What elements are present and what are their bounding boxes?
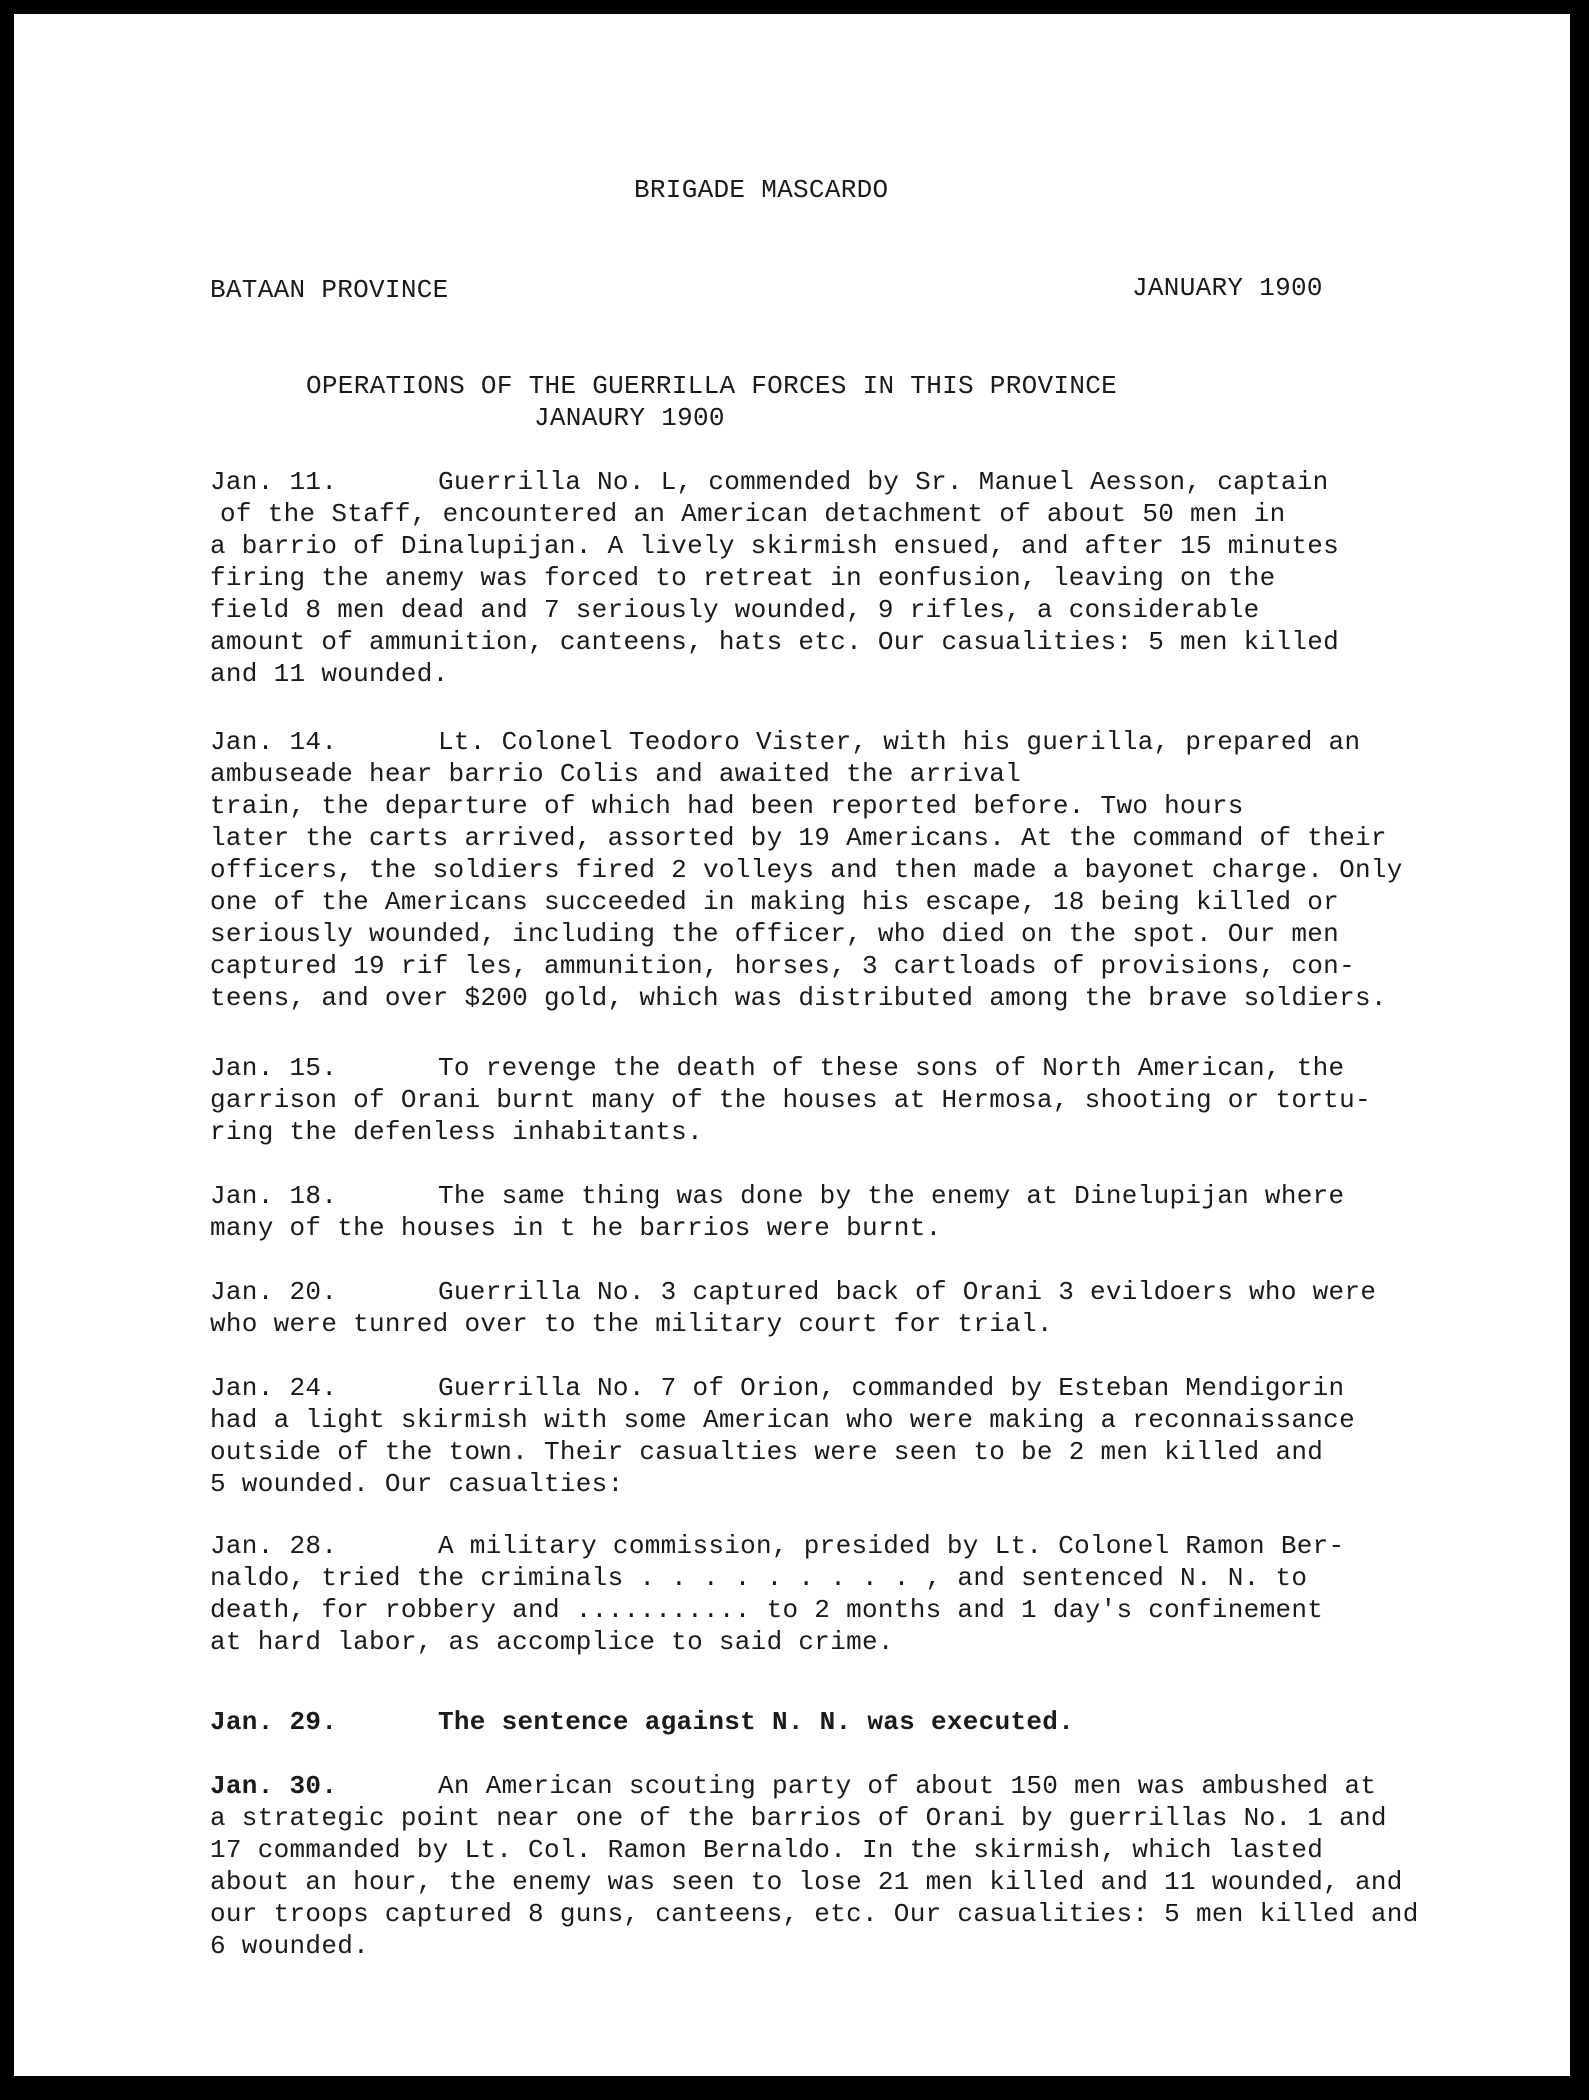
province-label: BATAAN PROVINCE [210,275,449,305]
entry-line: Guerrilla No. L, commended by Sr. Manuel Aesson, captain [438,467,1329,497]
entry-text [210,1770,1419,1962]
entry-text [210,1706,1074,1738]
entry-date: Jan. 30. [210,1771,338,1801]
entry-line: The same thing was done by the enemy at Dinelupijan where [438,1181,1345,1211]
entry-text [210,1180,1344,1244]
entry-line: The sentence against N. N. was executed. [438,1707,1075,1737]
entry-line: Guerrilla No. 3 captured back of Orani 3 evildoers who were [438,1277,1377,1307]
entry-line: outside of the town. Their casualties were seen to be 2 men killed and [210,1437,1324,1467]
entry-text [210,1052,1371,1148]
heading-line-2: JANAURY 1900 [534,403,725,433]
entry-line: many of the houses in t he barrios were burnt. [210,1213,942,1243]
document-date: JANUARY 1900 [1132,273,1323,303]
entry-line: later the carts arrived, assorted by 19 Americans. At the command of their [210,823,1387,853]
entry-line: teens, and over $200 gold, which was distributed among the brave soldiers. [210,983,1387,1013]
entry-line: To revenge the death of these sons of North American, the [438,1053,1345,1083]
entry-date: Jan. 18. [210,1181,338,1211]
entry-line: who were tunred over to the military court for trial. [210,1309,1053,1339]
entry-line: about an hour, the enemy was seen to lose 21 men killed and 11 wounded, and [210,1867,1403,1897]
entry-line: death, for robbery and ........... to 2 months and 1 day's confinement [210,1595,1324,1625]
document-title: BRIGADE MASCARDO [634,175,889,205]
entry-line: one of the Americans succeeded in making his escape, 18 being killed or [210,887,1340,917]
entry-line: garrison of Orani burnt many of the houses at Hermosa, shooting or tortu- [210,1085,1371,1115]
entry-line: a strategic point near one of the barrios of Orani by guerrillas No. 1 and [210,1803,1387,1833]
entry-line: our troops captured 8 guns, canteens, etc. Our casualities: 5 men killed and [210,1899,1419,1929]
entry-line: train, the departure of which had been reported before. Two hours [210,791,1244,821]
entry-line: naldo, tried the criminals . . . . . . . . . , and sentenced N. N. to [210,1563,1308,1593]
entry-line: at hard labor, as accomplice to said crime. [210,1627,894,1657]
entry-line: A military commission, presided by Lt. Colonel Ramon Ber- [438,1531,1345,1561]
entry-line: of the Staff, encountered an American detachment of about 50 men in [220,499,1286,529]
heading-line-1: OPERATIONS OF THE GUERRILLA FORCES IN THIS PROVINCE [306,371,1118,401]
entry-date: Jan. 29. [210,1707,338,1737]
entry-line: firing the anemy was forced to retreat in eonfusion, leaving on the [210,563,1276,593]
document-page [14,14,1570,2076]
entry-date: Jan. 24. [210,1373,338,1403]
entry-line: officers, the soldiers fired 2 volleys and then made a bayonet charge. Only [210,855,1403,885]
entry-line: a barrio of Dinalupijan. A lively skirmish ensued, and after 15 minutes [210,531,1340,561]
entry-line: amount of ammunition, canteens, hats etc. Our casualities: 5 men killed [210,627,1340,657]
entry-line: and 11 wounded. [210,659,449,689]
entry-line: had a light skirmish with some American who were making a reconnaissance [210,1405,1355,1435]
entry-date: Jan. 20. [210,1277,338,1307]
entry-date: Jan. 11. [210,467,338,497]
entry-line: ambuseade hear barrio Colis and awaited the arrival [210,759,1022,789]
entry-date: Jan. 15. [210,1053,338,1083]
entry-line: ring the defenless inhabitants. [210,1117,703,1147]
entry-line: Guerrilla No. 7 of Orion, commanded by Esteban Mendigorin [438,1373,1345,1403]
entry-line: field 8 men dead and 7 seriously wounded, 9 rifles, a considerable [210,595,1260,625]
entry-text [210,1372,1355,1500]
entry-line: Lt. Colonel Teodoro Vister, with his guerilla, prepared an [438,727,1361,757]
entry-line: seriously wounded, including the officer, who died on the spot. Our men [210,919,1340,949]
entry-date: Jan. 14. [210,727,338,757]
entry-text [210,1276,1376,1340]
entry-text [210,726,1403,1014]
entry-text [210,1530,1344,1658]
entry-line: 5 wounded. Our casualties: [210,1469,624,1499]
entry-text [210,466,1339,690]
entry-line: An American scouting party of about 150 men was ambushed at [438,1771,1377,1801]
entry-line: 17 commanded by Lt. Col. Ramon Bernaldo. In the skirmish, which lasted [210,1835,1324,1865]
entry-date: Jan. 28. [210,1531,338,1561]
entry-line: 6 wounded. [210,1931,370,1961]
entry-line: captured 19 rif les, ammunition, horses, 3 cartloads of provisions, con- [210,951,1355,981]
